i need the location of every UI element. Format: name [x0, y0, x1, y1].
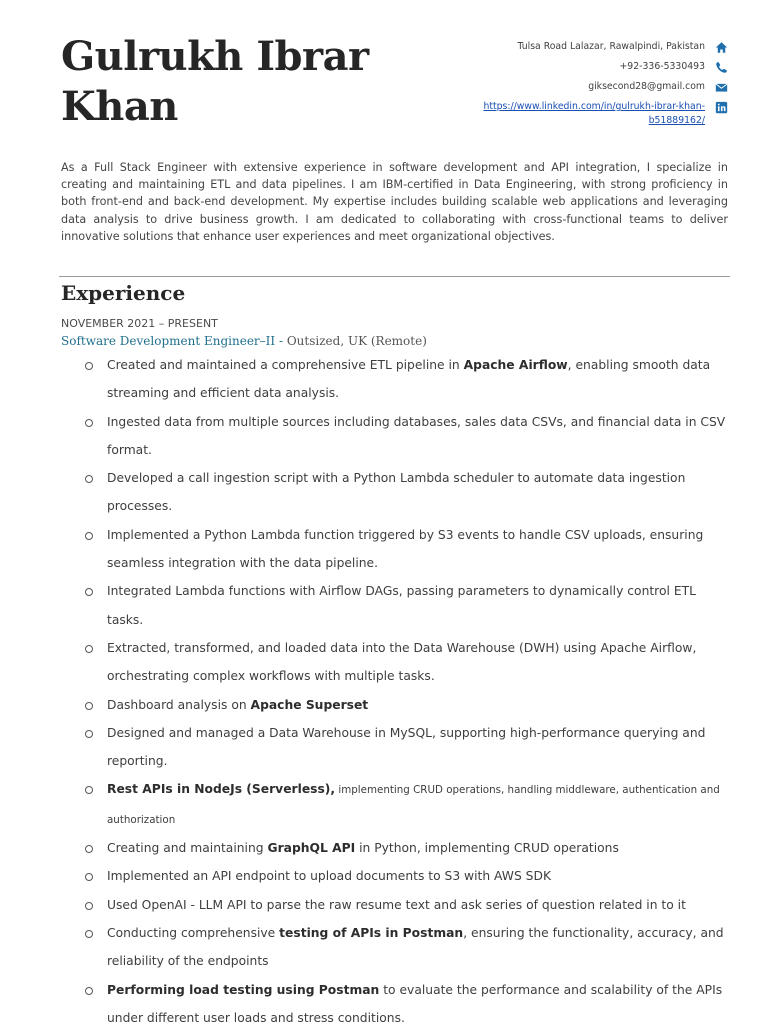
name-line-2: Khan [61, 83, 178, 130]
experience-bullet [82, 691, 732, 719]
section-divider [59, 276, 730, 277]
bullet-circle-icon [85, 902, 93, 910]
bullet-text-tail: to evaluate the performance and scalability of the APIs under different user loads and stress conditions. [107, 982, 723, 1025]
bullet-text: Ingested data from multiple sources including databases, sales data CSVs, and financial data in CSV format. [107, 414, 726, 457]
experience-bullet [82, 862, 732, 890]
bullet-text-tail: , ensuring the functionality, accuracy, and reliability of the endpoints [107, 925, 724, 969]
experience-bullet [82, 719, 732, 776]
experience-bullet [82, 577, 732, 634]
job-title: Software Development Engineer–II - [61, 334, 284, 348]
bullet-text: Extracted, transformed, and loaded data into the Data Warehouse (DWH) using Apache Airflow, orchestrating complex workflows with multiple tasks. [107, 640, 697, 684]
linkedin-icon[interactable] [715, 101, 728, 114]
experience-bullet [82, 775, 732, 834]
bullet-text: Developed a call ingestion script with a Python Lambda scheduler to automate data ingestion processes. [107, 471, 686, 514]
job-company: Outsized, UK (Remote) [286, 334, 427, 348]
bullet-circle-icon [85, 419, 93, 427]
contact-email[interactable]: giksecond28@gmail.com [588, 81, 705, 92]
bullet-text-tail: implementing CRUD operations, handling middleware, authentication and authorization [107, 784, 720, 826]
bullet-text: Implemented a Python Lambda function triggered by S3 events to handle CSV uploads, ensuring seamless integration with the data pipeline. [107, 527, 704, 571]
home-icon [715, 41, 728, 54]
contact-phone: +92-336-5330493 [619, 61, 705, 72]
contact-address-row [428, 40, 728, 54]
bullet-emphasis: Rest APIs in NodeJs (Serverless), [107, 782, 336, 797]
email-icon [715, 81, 728, 94]
bullet-emphasis: Performing load testing using Postman [107, 982, 380, 997]
bullet-text: Implemented an API endpoint to upload documents to S3 with AWS SDK [107, 869, 552, 884]
bullet-circle-icon [85, 532, 93, 540]
bullet-text: Dashboard analysis on [107, 697, 251, 712]
experience-bullet [82, 834, 732, 862]
contact-block [428, 40, 728, 134]
bullet-emphasis: GraphQL API [267, 841, 356, 856]
job-date-range: NOVEMBER 2021 – PRESENT [61, 317, 218, 330]
bullet-text: Integrated Lambda functions with Airflow DAGs, passing parameters to dynamically control ETL tasks. [107, 584, 696, 627]
bullet-text: Used OpenAI - LLM API to parse the raw resume text and ask series of question related in to it [107, 897, 686, 912]
bullet-circle-icon [85, 987, 93, 995]
experience-bullet-list [82, 351, 732, 1032]
bullet-circle-icon [85, 930, 93, 938]
bullet-text: Designed and managed a Data Warehouse in MySQL, supporting high-performance querying and reporting. [107, 725, 706, 769]
bullet-text-tail: , enabling smooth data streaming and efficient data analysis. [107, 358, 711, 401]
bullet-circle-icon [85, 588, 93, 596]
professional-summary: As a Full Stack Engineer with extensive experience in software development and API integration, I specialize in creating and maintaining ETL and data pipelines. I am IBM-certified in Data Engineering, with strong proficiency in both front-end and back-end development. My expertise includes building scalable web applications and leveraging data analysis to drive business growth. I am dedicated to collaborating with cross-functional teams to deliver innovative solutions that enhance user experiences and meet organizational objectives. [61, 161, 728, 243]
bullet-text: Created and maintained a comprehensive ETL pipeline in [107, 358, 464, 372]
bullet-circle-icon [85, 730, 93, 738]
linkedin-link[interactable]: https://www.linkedin.com/in/gulrukh-ibrar-khan-b51889162/ [483, 101, 705, 126]
bullet-circle-icon [85, 362, 93, 370]
job-role [61, 334, 427, 348]
experience-bullet [82, 919, 732, 976]
contact-linkedin-row [428, 100, 728, 128]
bullet-text-tail: in Python, implementing CRUD operations [355, 841, 619, 856]
contact-address: Tulsa Road Lalazar, Rawalpindi, Pakistan [517, 41, 705, 52]
phone-icon [715, 61, 728, 74]
bullet-circle-icon [85, 786, 93, 794]
experience-bullet [82, 408, 732, 465]
section-title-experience: Experience [61, 281, 186, 305]
bullet-circle-icon [85, 475, 93, 483]
bullet-circle-icon [85, 845, 93, 853]
bullet-emphasis: Apache Airflow [463, 358, 568, 372]
experience-bullet [82, 634, 732, 691]
bullet-text: Creating and maintaining [107, 841, 268, 856]
candidate-name [61, 32, 401, 132]
bullet-emphasis: Apache Superset [250, 697, 369, 712]
bullet-circle-icon [85, 645, 93, 653]
name-line-1: Gulrukh Ibrar [61, 33, 369, 80]
experience-bullet [82, 464, 732, 521]
experience-bullet [82, 351, 732, 408]
experience-bullet [82, 891, 732, 919]
contact-phone-row [428, 60, 728, 74]
experience-bullet [82, 521, 732, 578]
bullet-emphasis: testing of APIs in Postman [279, 925, 464, 940]
contact-email-row [428, 80, 728, 94]
bullet-circle-icon [85, 702, 93, 710]
bullet-circle-icon [85, 873, 93, 881]
bullet-text: Conducting comprehensive [107, 925, 280, 940]
